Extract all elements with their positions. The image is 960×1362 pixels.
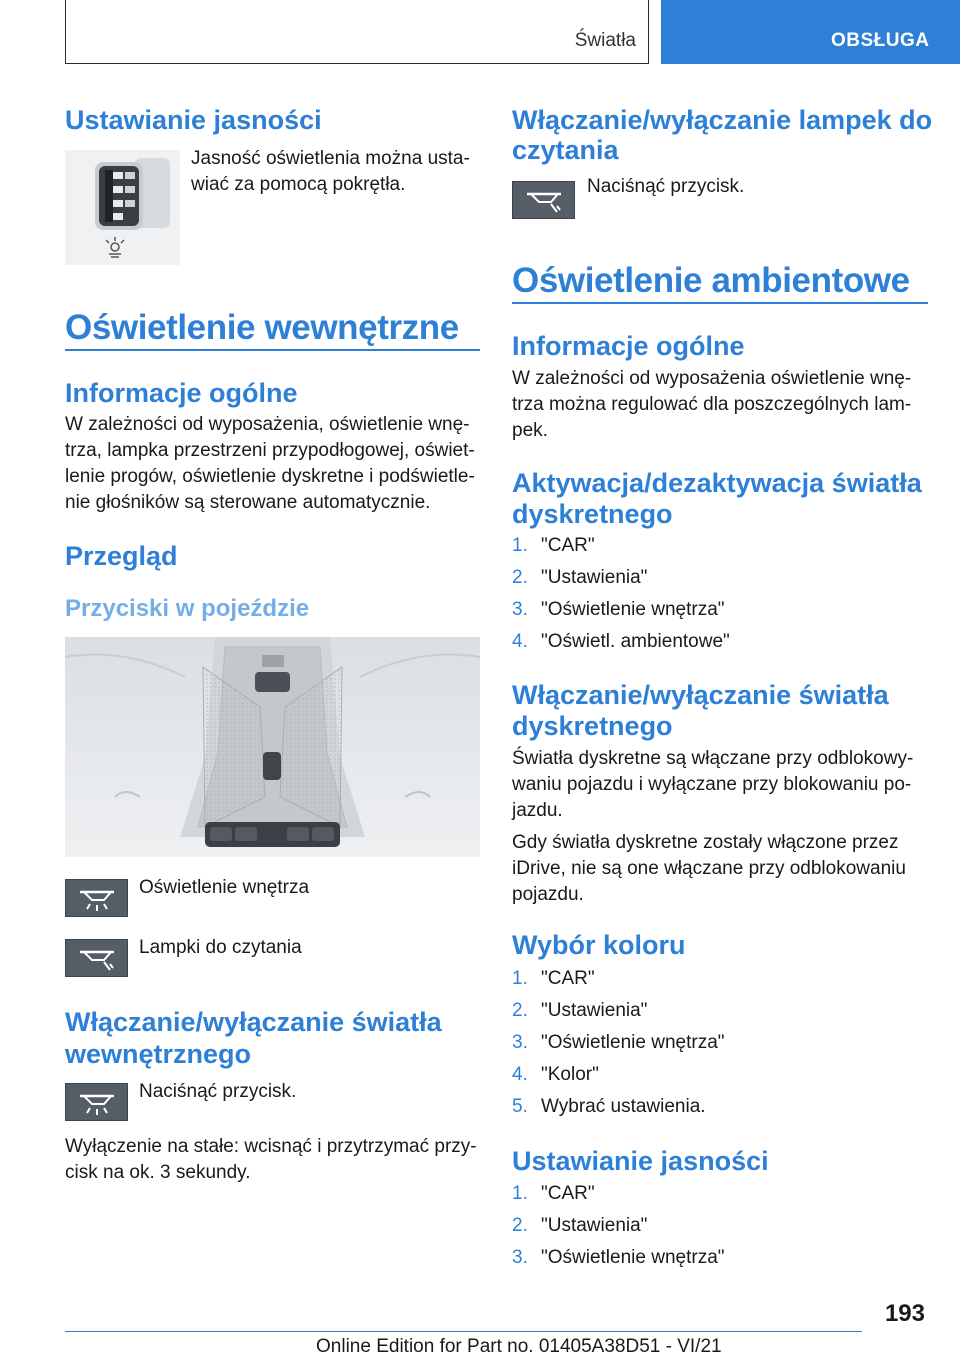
switch-interior-heading-1: Włączanie/wyłączanie światła — [65, 1007, 442, 1037]
reading-light-button-icon-2 — [512, 181, 575, 219]
ambient-general-line-1: W zależności od wyposażenia oświetlenie wnę‐ — [512, 368, 912, 389]
interior-lighting-heading: Oświetlenie wewnętrzne — [65, 308, 459, 347]
general-line-3: lenie progów, oświetlenie dyskretne i podświetle‐ — [65, 466, 475, 487]
idrive-line-3: pojazdu. — [512, 884, 584, 905]
general-info-heading: Informacje ogólne — [65, 378, 298, 408]
brightness-knob-image — [65, 150, 180, 265]
activate-step: 4. "Oświetl. ambientowe" — [512, 631, 730, 652]
activate-step: 1. "CAR" — [512, 535, 595, 556]
idrive-line-2: iDrive, nie są one włączane przy odblokowaniu — [512, 858, 906, 879]
interior-heading-rule — [65, 349, 480, 351]
color-step: 4. "Kolor" — [512, 1064, 599, 1085]
interior-light-button-icon — [65, 879, 128, 917]
footer-rule — [65, 1331, 862, 1332]
color-step: 3. "Oświetlenie wnętrza" — [512, 1032, 725, 1053]
footer-edition: Online Edition for Part no. 01405A38D51 - VI/21 — [316, 1336, 722, 1357]
header-section-title: Światła — [574, 30, 636, 51]
header-chapter-tab[interactable] — [661, 0, 960, 64]
page-number: 193 — [884, 1300, 925, 1327]
onoff-line-2: waniu pojazdu i wyłączane przy blokowaniu po‐ — [512, 774, 912, 795]
activate-step: 3. "Oświetlenie wnętrza" — [512, 599, 725, 620]
brightness-heading-right: Ustawianie jasności — [512, 1146, 769, 1176]
permanent-off-line-1: Wyłączenie na stałe: wcisnąć i przytrzymać przy‐ — [65, 1136, 477, 1157]
color-selection-heading: Wybór koloru — [512, 930, 686, 960]
color-step: 5. Wybrać ustawienia. — [512, 1096, 706, 1117]
reading-light-label: Lampki do czytania — [139, 937, 302, 958]
activate-step: 2. "Ustawienia" — [512, 567, 648, 588]
activate-discreet-heading-1: Aktywacja/dezaktywacja światła — [512, 468, 922, 498]
onoff-discreet-heading-1: Włączanie/wyłączanie światła — [512, 680, 889, 710]
color-step: 1. "CAR" — [512, 968, 595, 989]
press-button-text-left: Naciśnąć przycisk. — [139, 1081, 297, 1102]
general-line-4: nie głośników są sterowane automatycznie. — [65, 492, 431, 513]
brightness-text-1: Jasność oświetlenia można usta‐ — [191, 148, 470, 169]
idrive-line-1: Gdy światła dyskretne zostały włączone przez — [512, 832, 899, 853]
brightness-step: 1. "CAR" — [512, 1183, 595, 1204]
color-step: 2. "Ustawienia" — [512, 1000, 648, 1021]
buttons-in-vehicle-heading: Przyciski w pojeździe — [65, 595, 310, 622]
ambient-general-line-2: trza można regulować dla poszczególnych lam‐ — [512, 394, 912, 415]
press-button-text-right: Naciśnąć przycisk. — [587, 176, 745, 197]
brightness-text-2: wiać za pomocą pokrętła. — [191, 174, 406, 195]
ambient-lighting-heading: Oświetlenie ambientowe — [512, 261, 910, 300]
onoff-line-3: jazdu. — [512, 800, 563, 821]
general-line-1: W zależności od wyposażenia, oświetlenie wnę‐ — [65, 414, 470, 435]
ambient-heading-rule — [512, 302, 928, 304]
header-section-box — [65, 0, 649, 64]
reading-light-button-icon — [65, 939, 128, 977]
activate-discreet-heading-2: dyskretnego — [512, 499, 673, 529]
ambient-general-heading: Informacje ogólne — [512, 331, 745, 361]
onoff-line-1: Światła dyskretne są włączane przy odblokowy‐ — [512, 748, 914, 769]
interior-light-label: Oświetlenie wnętrza — [139, 877, 310, 898]
switch-interior-heading-2: wewnętrznego — [65, 1039, 252, 1069]
reading-lamps-heading-1: Włączanie/wyłączanie lampek do — [512, 105, 933, 135]
permanent-off-line-2: cisk na ok. 3 sekundy. — [65, 1162, 251, 1183]
overhead-console-image — [65, 637, 480, 857]
brightness-step: 3. "Oświetlenie wnętrza" — [512, 1247, 725, 1268]
onoff-discreet-heading-2: dyskretnego — [512, 711, 673, 741]
header-chapter-title: OBSŁUGA — [831, 30, 930, 51]
interior-light-button-icon-2 — [65, 1083, 128, 1121]
reading-lamps-heading-2: czytania — [512, 135, 619, 165]
ambient-general-line-3: pek. — [512, 420, 548, 441]
brightness-step: 2. "Ustawienia" — [512, 1215, 648, 1236]
brightness-heading: Ustawianie jasności — [65, 105, 322, 135]
general-line-2: trza, lampka przestrzeni przypodłogowej, oświet‐ — [65, 440, 475, 461]
overview-heading: Przegląd — [65, 541, 178, 571]
